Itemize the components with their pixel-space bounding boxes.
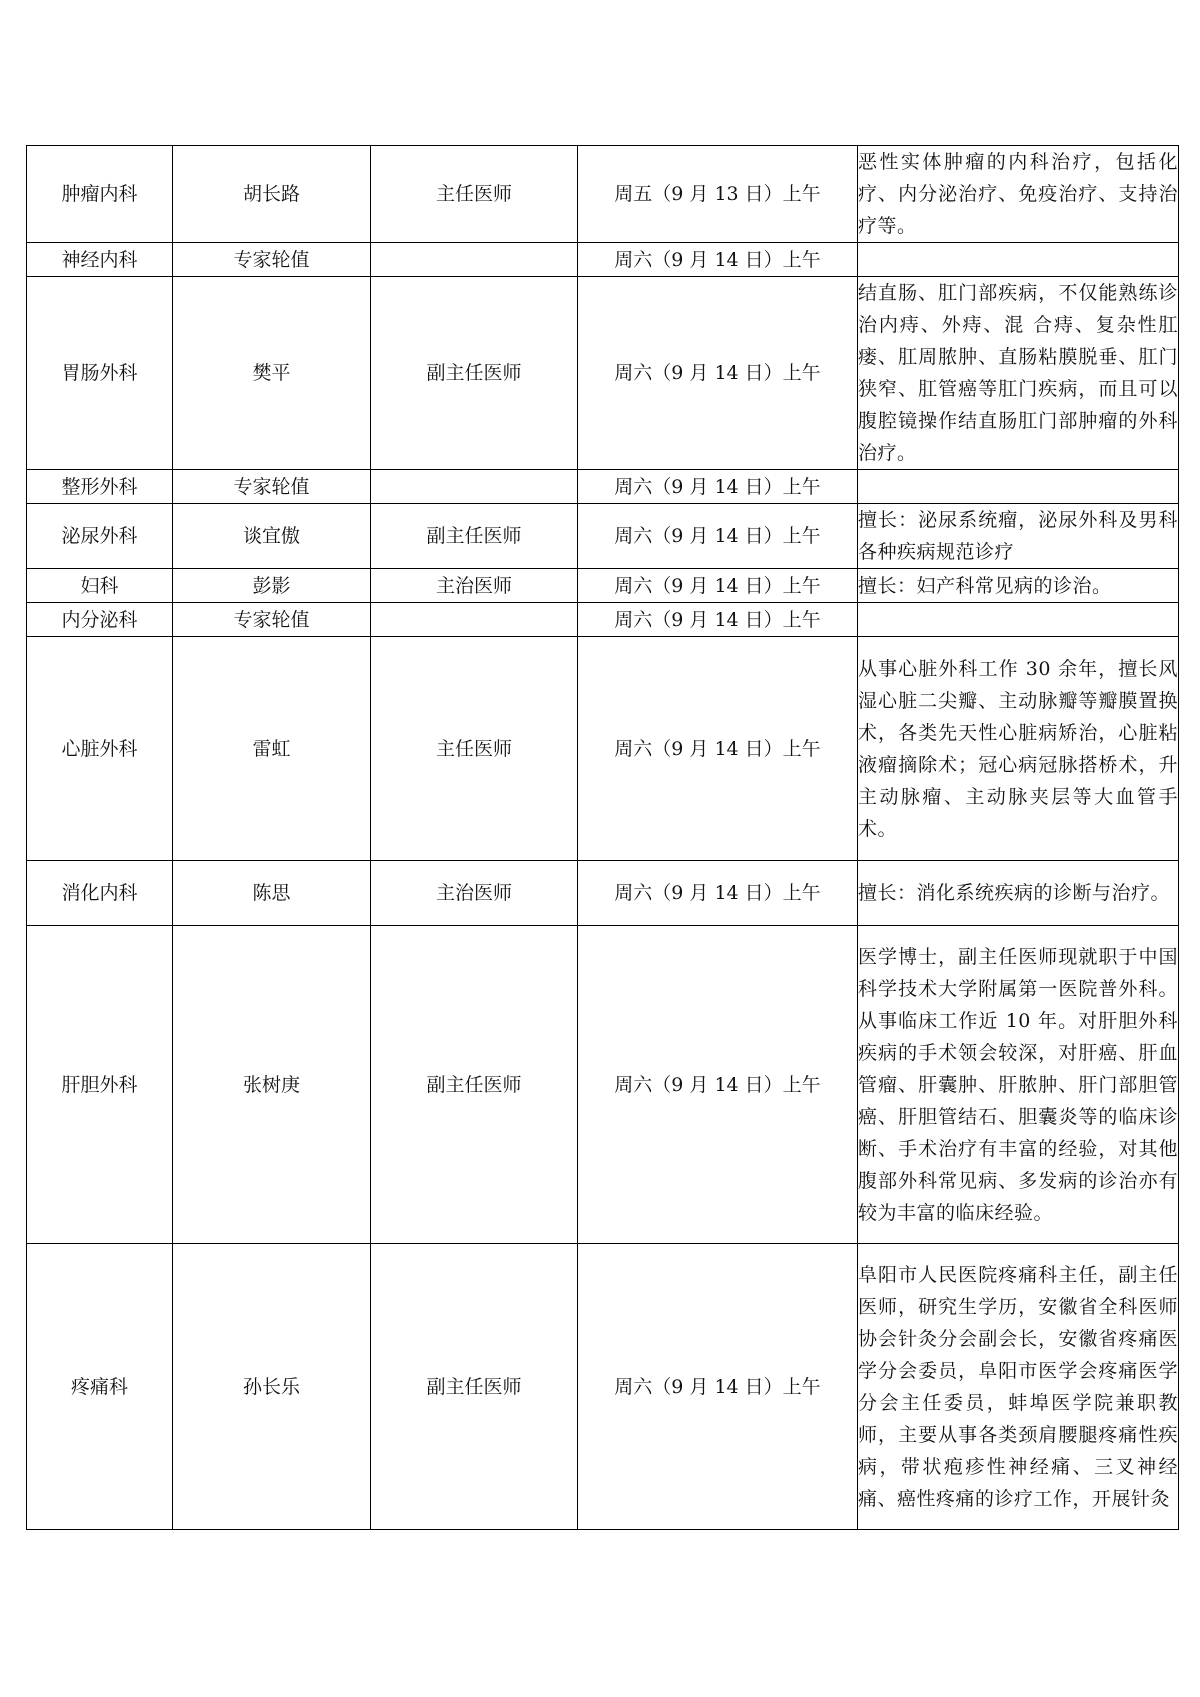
doctor-cell: 孙长乐 [173, 1244, 371, 1530]
doctor-cell: 雷虹 [173, 637, 371, 861]
title-cell: 副主任医师 [371, 504, 578, 569]
department-cell: 肿瘤内科 [27, 146, 173, 243]
time-cell: 周六（9 月 14 日）上午 [578, 637, 858, 861]
department-cell: 泌尿外科 [27, 504, 173, 569]
specialty-cell [858, 243, 1179, 277]
title-cell: 主任医师 [371, 637, 578, 861]
department-cell: 神经内科 [27, 243, 173, 277]
doctor-cell: 樊平 [173, 277, 371, 470]
specialty-cell: 恶性实体肿瘤的内科治疗，包括化疗、内分泌治疗、免疫治疗、支持治疗等。 [858, 146, 1179, 243]
time-cell: 周六（9 月 14 日）上午 [578, 603, 858, 637]
title-cell [371, 243, 578, 277]
table-row [27, 861, 1179, 926]
title-cell [371, 470, 578, 504]
title-cell: 副主任医师 [371, 277, 578, 470]
department-cell: 心脏外科 [27, 637, 173, 861]
doctor-cell: 张树庚 [173, 926, 371, 1244]
specialty-cell: 擅长：妇产科常见病的诊治。 [858, 569, 1179, 603]
specialty-cell: 结直肠、肛门部疾病，不仅能熟练诊治内痔、外痔、混 合痔、复杂性肛瘘、肛周脓肿、直肠粘膜脱垂、肛门狭窄、肛管癌等肛门疾病，而且可以腹腔镜操作结直肠肛门部肿瘤的外科治疗。 [858, 277, 1179, 470]
table-row [27, 569, 1179, 603]
specialty-cell: 阜阳市人民医院疼痛科主任，副主任医师，研究生学历，安徽省全科医师协会针灸分会副会长，安徽省疼痛医学分会委员，阜阳市医学会疼痛医学分会主任委员，蚌埠医学院兼职教师，主要从事各类颈肩腰腿疼痛性疾病，带状疱疹性神经痛、三叉神经痛、癌性疼痛的诊疗工作，开展针灸 [858, 1244, 1179, 1530]
time-cell: 周六（9 月 14 日）上午 [578, 569, 858, 603]
time-cell: 周六（9 月 14 日）上午 [578, 861, 858, 926]
doctor-cell: 专家轮值 [173, 603, 371, 637]
department-cell: 消化内科 [27, 861, 173, 926]
table-row [27, 603, 1179, 637]
table-row [27, 1244, 1179, 1530]
time-cell: 周六（9 月 14 日）上午 [578, 470, 858, 504]
table-row [27, 926, 1179, 1244]
time-cell: 周五（9 月 13 日）上午 [578, 146, 858, 243]
title-cell: 主治医师 [371, 569, 578, 603]
department-cell: 肝胆外科 [27, 926, 173, 1244]
table-row [27, 277, 1179, 470]
table-row [27, 637, 1179, 861]
doctor-cell: 专家轮值 [173, 243, 371, 277]
specialty-cell [858, 470, 1179, 504]
department-cell: 内分泌科 [27, 603, 173, 637]
specialty-cell [858, 603, 1179, 637]
specialty-cell: 从事心脏外科工作 30 余年，擅长风湿心脏二尖瓣、主动脉瓣等瓣膜置换术，各类先天性心脏病矫治，心脏粘液瘤摘除术；冠心病冠脉搭桥术，升主动脉瘤、主动脉夹层等大血管手术。 [858, 637, 1179, 861]
title-cell: 副主任医师 [371, 1244, 578, 1530]
title-cell [371, 603, 578, 637]
time-cell: 周六（9 月 14 日）上午 [578, 277, 858, 470]
doctor-cell: 彭影 [173, 569, 371, 603]
doctor-cell: 胡长路 [173, 146, 371, 243]
doctor-cell: 陈思 [173, 861, 371, 926]
department-cell: 整形外科 [27, 470, 173, 504]
title-cell: 主治医师 [371, 861, 578, 926]
title-cell: 主任医师 [371, 146, 578, 243]
table-row [27, 504, 1179, 569]
time-cell: 周六（9 月 14 日）上午 [578, 926, 858, 1244]
department-cell: 妇科 [27, 569, 173, 603]
time-cell: 周六（9 月 14 日）上午 [578, 243, 858, 277]
time-cell: 周六（9 月 14 日）上午 [578, 1244, 858, 1530]
specialty-cell: 擅长：泌尿系统瘤，泌尿外科及男科各种疾病规范诊疗 [858, 504, 1179, 569]
department-cell: 疼痛科 [27, 1244, 173, 1530]
specialty-cell: 医学博士，副主任医师现就职于中国科学技术大学附属第一医院普外科。从事临床工作近 10 年。对肝胆外科疾病的手术领会较深，对肝癌、肝血管瘤、肝囊肿、肝脓肿、肝门部胆管癌、肝胆管结石、胆囊炎等的临床诊断、手术治疗有丰富的经验，对其他腹部外科常见病、多发病的诊治亦有较为丰富的临床经验。 [858, 926, 1179, 1244]
title-cell: 副主任医师 [371, 926, 578, 1244]
table-row [27, 243, 1179, 277]
table-row [27, 470, 1179, 504]
doctor-cell: 专家轮值 [173, 470, 371, 504]
expert-schedule-table [26, 145, 1179, 1530]
specialty-cell: 擅长：消化系统疾病的诊断与治疗。 [858, 861, 1179, 926]
doctor-cell: 谈宜傲 [173, 504, 371, 569]
table-row [27, 146, 1179, 243]
time-cell: 周六（9 月 14 日）上午 [578, 504, 858, 569]
department-cell: 胃肠外科 [27, 277, 173, 470]
